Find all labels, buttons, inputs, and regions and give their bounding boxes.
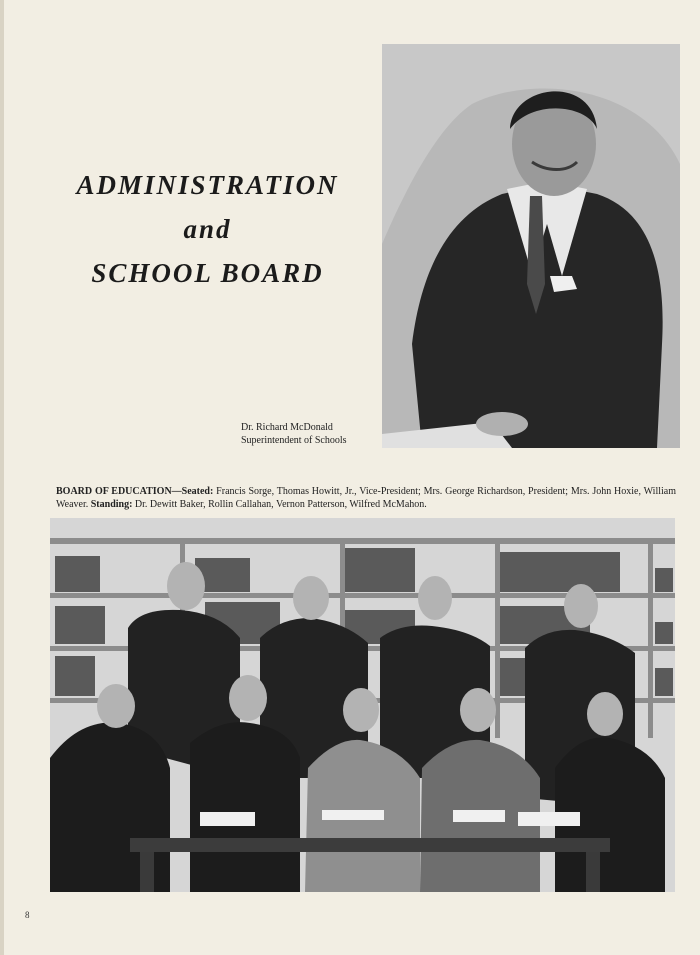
heading-line-1: ADMINISTRATION (76, 170, 339, 200)
group-photo-illustration (50, 518, 675, 892)
board-caption-standing: Dr. Dewitt Baker, Rollin Callahan, Vernon Patterson, Wilfred McMahon. (134, 498, 427, 510)
board-group-photo (50, 518, 675, 892)
section-heading (40, 163, 375, 295)
board-caption-lead: BOARD OF EDUCATION—Seated: (56, 486, 214, 497)
heading-line-3: SCHOOL BOARD (91, 258, 324, 288)
board-caption-standing-label: Standing: (90, 498, 133, 510)
portrait-caption-name: Dr. Richard McDonald (241, 422, 333, 433)
portrait-illustration (382, 44, 680, 448)
board-caption (56, 486, 676, 511)
superintendent-portrait (382, 44, 680, 448)
page-number: 8 (25, 910, 30, 920)
heading-line-2: and (183, 214, 232, 244)
board-caption-seated: Francis Sorge, Thomas Howitt, Jr., Vice-President; Mrs. George Richardson, President; Mrs. John Hoxie, William Weaver. (56, 486, 677, 510)
portrait-caption-title: Superintendent of Schools (241, 435, 347, 446)
portrait-caption (241, 421, 347, 447)
page-edge (0, 0, 4, 955)
